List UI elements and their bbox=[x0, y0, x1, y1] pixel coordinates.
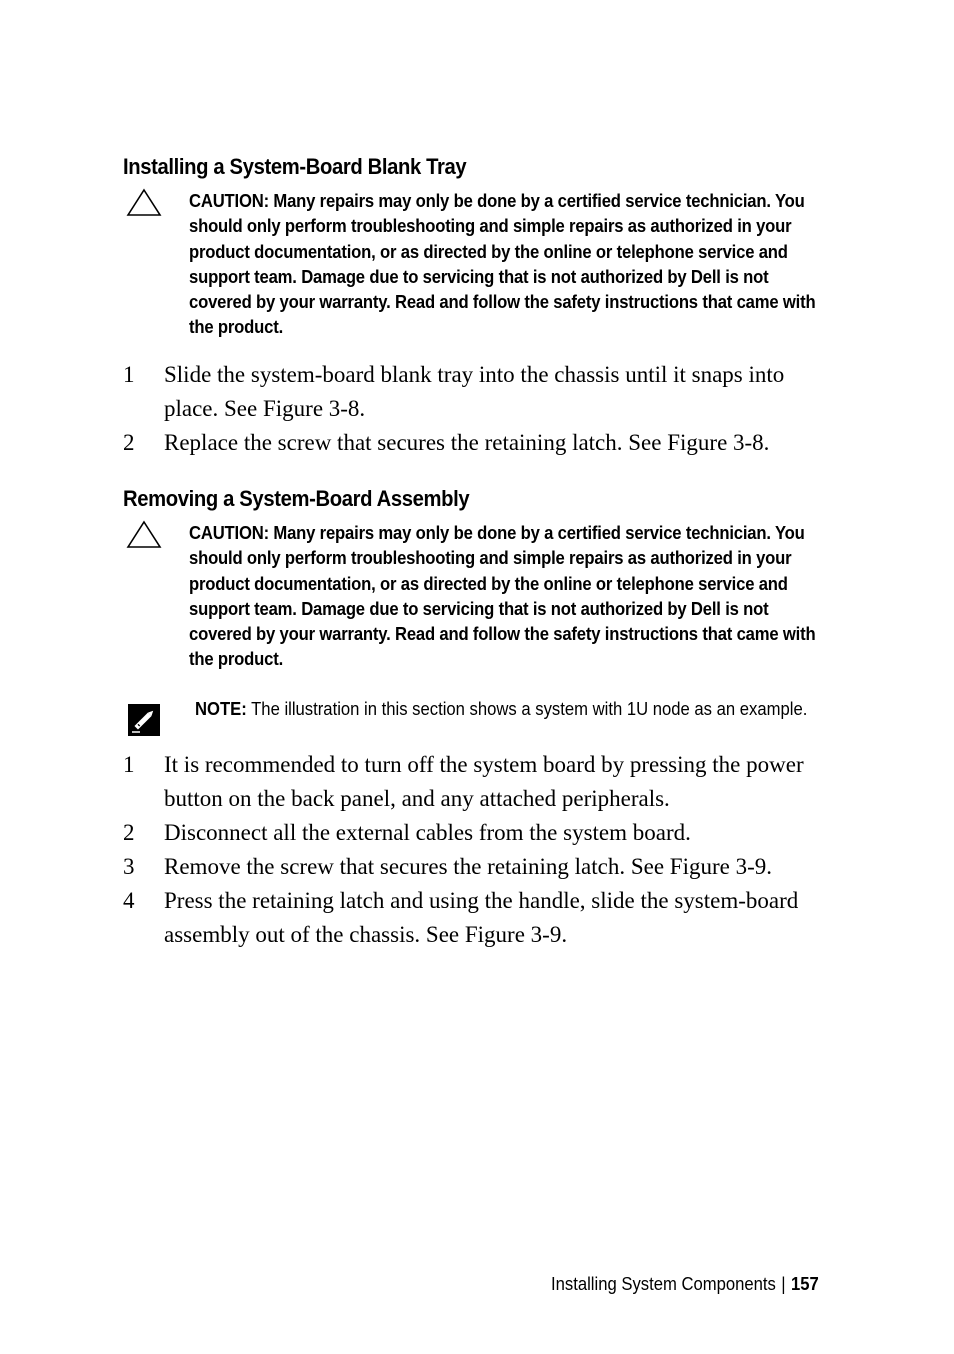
steps-list-remove bbox=[123, 748, 843, 952]
caution-text: CAUTION: Many repairs may only be done by a certified service technician. You should only perform troubleshooting and simple repairs as authorized in your product documentation, or as directed by the online or telephone service and support team. Damage due to servicing that is not authorized by Dell is not covered by your warranty. Read and follow the safety instructions that came with the product. bbox=[189, 190, 816, 338]
note-label: NOTE: bbox=[195, 698, 247, 719]
section-heading-remove-assembly: Removing a System-Board Assembly bbox=[123, 486, 470, 511]
note-pencil-icon bbox=[127, 703, 161, 737]
step-text: Disconnect all the external cables from the system board. bbox=[164, 820, 691, 845]
step-number: 3 bbox=[123, 854, 135, 879]
step-text: Remove the screw that secures the retaining latch. See Figure 3-9. bbox=[164, 854, 773, 879]
list-item bbox=[123, 884, 843, 952]
note-body: The illustration in this section shows a system with 1U node as an example. bbox=[251, 698, 808, 719]
step-text: Replace the screw that secures the retaining latch. See Figure 3-8. bbox=[164, 430, 770, 455]
list-item bbox=[123, 850, 843, 884]
step-number: 2 bbox=[123, 820, 135, 845]
step-text: It is recommended to turn off the system board by pressing the power button on the back panel, and any attached peripherals. bbox=[164, 752, 804, 811]
step-number: 4 bbox=[123, 888, 135, 913]
list-item bbox=[123, 426, 843, 460]
steps-list-install bbox=[123, 358, 843, 460]
note-text bbox=[195, 696, 861, 721]
caution-triangle-icon bbox=[126, 188, 162, 218]
step-number: 1 bbox=[123, 362, 135, 387]
footer-chapter-title: Installing System Components bbox=[551, 1273, 776, 1294]
step-text: Press the retaining latch and using the handle, slide the system-board assembly out of the chassis. See Figure 3-9. bbox=[164, 888, 799, 947]
list-item bbox=[123, 816, 843, 850]
list-item bbox=[123, 358, 843, 426]
step-number: 2 bbox=[123, 430, 135, 455]
section-heading-install-blank-tray: Installing a System-Board Blank Tray bbox=[123, 154, 467, 179]
caution-text: CAUTION: Many repairs may only be done by a certified service technician. You should only perform troubleshooting and simple repairs as authorized in your product documentation, or as directed by the online or telephone service and support team. Damage due to servicing that is not authorized by Dell is not covered by your warranty. Read and follow the safety instructions that came with the product. bbox=[189, 522, 816, 670]
step-number: 1 bbox=[123, 752, 135, 777]
step-text: Slide the system-board blank tray into the chassis until it snaps into place. See Figure 3-8. bbox=[164, 362, 785, 421]
page-number: 157 bbox=[791, 1273, 819, 1294]
footer-separator: | bbox=[781, 1273, 786, 1294]
caution-triangle-icon bbox=[126, 520, 162, 550]
list-item bbox=[123, 748, 843, 816]
page-footer bbox=[551, 1272, 819, 1296]
